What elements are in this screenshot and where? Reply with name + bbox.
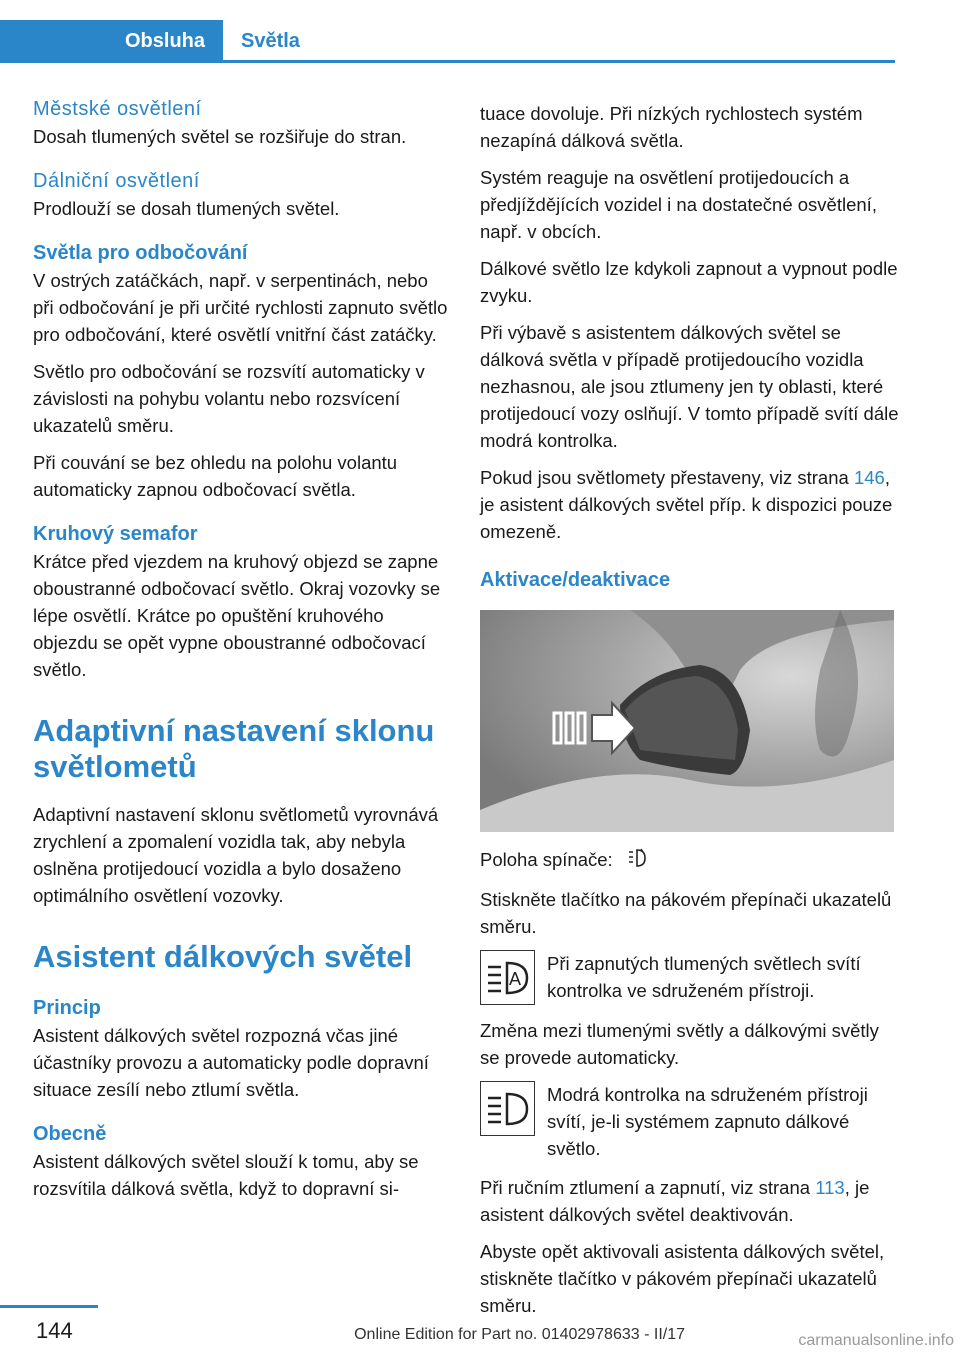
text-odbocovani-1: V ostrých zatáčkách, např. v serpentinách, nebo při odbočování je při určité rychlosti zapnuto světlo pro odbočování, které osvětlí vnitřní část zatáčky. [33,270,448,345]
heading-dalnicni: Dálniční osvětlení [33,170,200,192]
right-column [480,100,900,1329]
heading-princip: Princip [33,997,101,1019]
text-princip: Asistent dálkových světel rozpozná včas jiné účastníky provozu a automaticky podle dopravní situace zesílí nebo ztlumí světla. [33,1025,429,1100]
section-obecne [33,1121,451,1202]
left-column [33,96,451,1220]
heading-aktivace: Aktivace/deaktivace [480,569,671,591]
heading-obecne: Obecně [33,1123,107,1145]
watermark: carmanualsonline.info [798,1332,954,1349]
heading-adaptivni: Adaptivní nastavení sklonu světlometů [33,713,435,784]
edition-text: Online Edition for Part no. 01402978633 - II/17 [354,1326,685,1343]
tab-obsluha[interactable]: Obsluha [0,20,223,62]
text-mestske: Dosah tlumených světel se rozšiřuje do stran. [33,126,407,147]
text-kruhovy: Krátce před vjezdem na kruhový objezd se zapne oboustranné odbočovací světlo. Okraj vozovky se lépe osvětlí. Krátce po opuštění kruhového objezdu se opět vypne oboustranné odbočovací světlo. [33,551,441,680]
page-number: 144 [36,1318,73,1343]
text-right-2: Systém reaguje na osvětlení protijedoucích a předjíždějících vozidel i na dostatečné osvětlení, např. v obcích. [480,167,877,242]
text-ind2: Modrá kontrolka na sdruženém přístroji svítí, je-li systémem zapnuto dálkové světlo. [547,1083,868,1159]
heading-mestske: Městské osvětlení [33,98,202,120]
text-ind1: Při zapnutých tlumených světlech svítí kontrolka ve sdruženém přístroji. [547,952,861,1001]
high-beam-icon [480,1081,535,1136]
section-princip [33,995,451,1103]
section-dalnicni [33,168,451,222]
text-stisknete: Stiskněte tlačítko na pákovém přepínači ukazatelů směru. [480,888,892,937]
section-odbocovani [33,240,451,503]
text-poloha [480,846,900,876]
text-right-1: tuace dovoluje. Při nízkých rychlostech systém nezapíná dálková světla. [480,103,863,151]
text-right-5 [480,464,900,545]
text-rucni [480,1174,900,1228]
text-odbocovani-2: Světlo pro odbočování se rozsvítí automaticky v závislosti na pohybu volantu nebo rozsvícení ukazatelů směru. [33,361,425,436]
text-obecne: Asistent dálkových světel slouží k tomu, aby se rozsvítila dálková světla, když to dopravní si- [33,1151,419,1199]
header-divider [0,60,895,63]
text-adaptivni: Adaptivní nastavení sklonu světlometů vyrovnává zrychlení a zpomalení vozidla tak, aby nebyla oslněna protijedoucí vozidla a bylo dosaženo optimálního osvětlení vozovky. [33,804,439,906]
heading-kruhovy: Kruhový semafor [33,523,198,545]
footer-divider [0,1305,98,1308]
section-adaptivni [33,713,451,909]
link-page-146[interactable]: 146 [853,467,885,488]
text-right-4: Při výbavě s asistentem dálkových světel se dálková světla v případě protijedoucího vozidla nezhasnou, ale jsou ztlumeny jen ty oblasti, které protijedoucí vozy oslňují. V tomto případě svítí dále modrá kontrolka. [480,322,899,451]
section-kruhovy [33,521,451,683]
text-rucni-a: Při ručním ztlumení a zapnutí, viz strana [480,1176,816,1198]
text-right-3: Dálkové světlo lze kdykoli zapnout a vypnout podle zvyku. [480,258,898,306]
text-rucni-b: , je asistent dálkových světel deaktivován. [480,1176,870,1225]
text-dalnicni: Prodlouží se dosah tlumených světel. [33,198,340,219]
svg-text:A: A [509,968,522,989]
text-right-5-a: Pokud jsou světlomety přestaveny, viz strana [480,467,854,488]
link-page-113[interactable]: 113 [815,1176,845,1198]
text-right-5-b: , je asistent dálkových světel příp. k dispozici pouze omezeně. [480,467,893,542]
text-poloha-label: Poloha spínače: [480,849,613,870]
lever-illustration [480,610,894,832]
text-zmena: Změna mezi tlumenými světly a dálkovými světly se provede automaticky. [480,1019,879,1068]
tab-svetla[interactable]: Světla [241,29,300,52]
switch-photo [480,610,894,832]
heading-odbocovani: Světla pro odbočování [33,242,248,264]
text-odbocovani-3: Při couvání se bez ohledu na polohu volantu automaticky zapnou odbočovací světla. [33,452,398,500]
indicator-low-beam [480,950,900,1005]
section-mestske [33,96,451,150]
header-tabs [0,20,895,62]
text-abyste: Abyste opět aktivovali asistenta dálkových světel, stiskněte tlačítko v pákovém přepínači ukazatelů směru. [480,1240,885,1316]
switch-position-icon [626,847,648,876]
headlight-assist-icon [480,950,535,1005]
indicator-high-beam [480,1081,900,1162]
heading-asistent: Asistent dálkových světel [33,939,413,974]
